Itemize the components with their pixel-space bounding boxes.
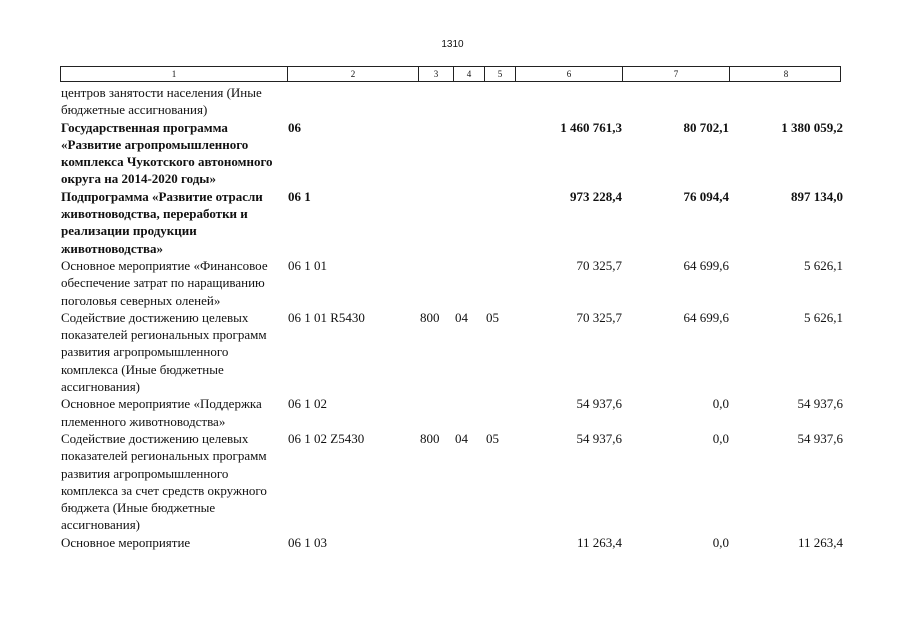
table-row (0, 119, 905, 188)
row-name: Государственная программа «Развитие агропромышленного комплекса Чукотского автономного округа на 2014-2020 годы» (61, 119, 273, 187)
row-target-code: 06 1 02 (288, 396, 327, 412)
table-row (0, 84, 905, 119)
row-target-code: 06 1 01 (288, 257, 327, 273)
row-amount-federal: 64 699,6 (683, 309, 729, 325)
row-amount-regional: 897 134,0 (791, 188, 843, 204)
table-row (0, 309, 905, 395)
column-header-4: 4 (454, 67, 485, 81)
row-name: центров занятости населения (Иные бюджетные ассигнования) (61, 85, 262, 118)
column-header-3: 3 (419, 67, 454, 81)
row-amount-total: 11 263,4 (576, 534, 622, 550)
row-amount-federal: 0,0 (712, 430, 729, 446)
row-expense-type: 800 (420, 430, 440, 446)
row-amount-regional: 5 626,1 (804, 257, 843, 273)
column-header-6: 6 (516, 67, 623, 81)
row-expense-type: 800 (420, 309, 440, 325)
row-name: Содействие достижению целевых показателей региональных программ развития агропромышленного комплекса за счет средств окружного бюджета (Иные бюджетные ассигнования) (61, 430, 267, 533)
row-target-code: 06 1 (288, 188, 311, 204)
row-section: 04 (455, 309, 468, 325)
row-name: Основное мероприятие (61, 534, 191, 550)
row-name: Подпрограмма «Развитие отрасли животноводства, переработки и реализации продукции животноводства» (61, 188, 263, 256)
column-header-5: 5 (485, 67, 516, 81)
row-amount-regional: 11 263,4 (797, 534, 843, 550)
row-name: Основное мероприятие «Поддержка племенного животноводства» (61, 396, 262, 429)
row-amount-total: 54 937,6 (576, 396, 622, 412)
table-row (0, 188, 905, 257)
row-amount-total: 70 325,7 (576, 257, 622, 273)
budget-table-body (0, 84, 905, 551)
row-amount-regional: 54 937,6 (797, 430, 843, 446)
column-header-2: 2 (288, 67, 419, 81)
row-target-code: 06 (288, 119, 301, 135)
column-header-1: 1 (61, 67, 288, 81)
row-amount-regional: 5 626,1 (804, 309, 843, 325)
row-target-code: 06 1 02 Z5430 (288, 430, 365, 446)
row-amount-federal: 64 699,6 (683, 257, 729, 273)
row-amount-federal: 0,0 (712, 396, 729, 412)
row-amount-federal: 80 702,1 (683, 119, 729, 135)
row-amount-total: 54 937,6 (576, 430, 622, 446)
page-number: 1310 (441, 39, 464, 50)
row-subsection: 05 (486, 430, 499, 446)
row-amount-regional: 1 380 059,2 (781, 119, 843, 135)
row-name: Содействие достижению целевых показателей региональных программ развития агропромышленного комплекса (Иные бюджетные ассигнования) (61, 309, 267, 395)
row-target-code: 06 1 03 (288, 534, 327, 550)
table-row (0, 534, 905, 551)
row-amount-federal: 76 094,4 (683, 188, 729, 204)
column-header-8: 8 (783, 69, 789, 79)
row-amount-total: 70 325,7 (576, 309, 622, 325)
column-header-row (60, 66, 841, 82)
row-amount-federal: 0,0 (712, 534, 729, 550)
row-amount-total: 973 228,4 (570, 188, 622, 204)
table-row (0, 257, 905, 309)
row-subsection: 05 (486, 309, 499, 325)
table-row (0, 395, 905, 430)
column-header-7: 7 (623, 67, 730, 81)
table-row (0, 430, 905, 534)
row-section: 04 (455, 430, 468, 446)
row-amount-total: 1 460 761,3 (560, 119, 622, 135)
row-amount-regional: 54 937,6 (797, 396, 843, 412)
row-name: Основное мероприятие «Финансовое обеспечение затрат по наращиванию поголовья северных оленей» (61, 257, 268, 308)
row-target-code: 06 1 01 R5430 (288, 309, 365, 325)
